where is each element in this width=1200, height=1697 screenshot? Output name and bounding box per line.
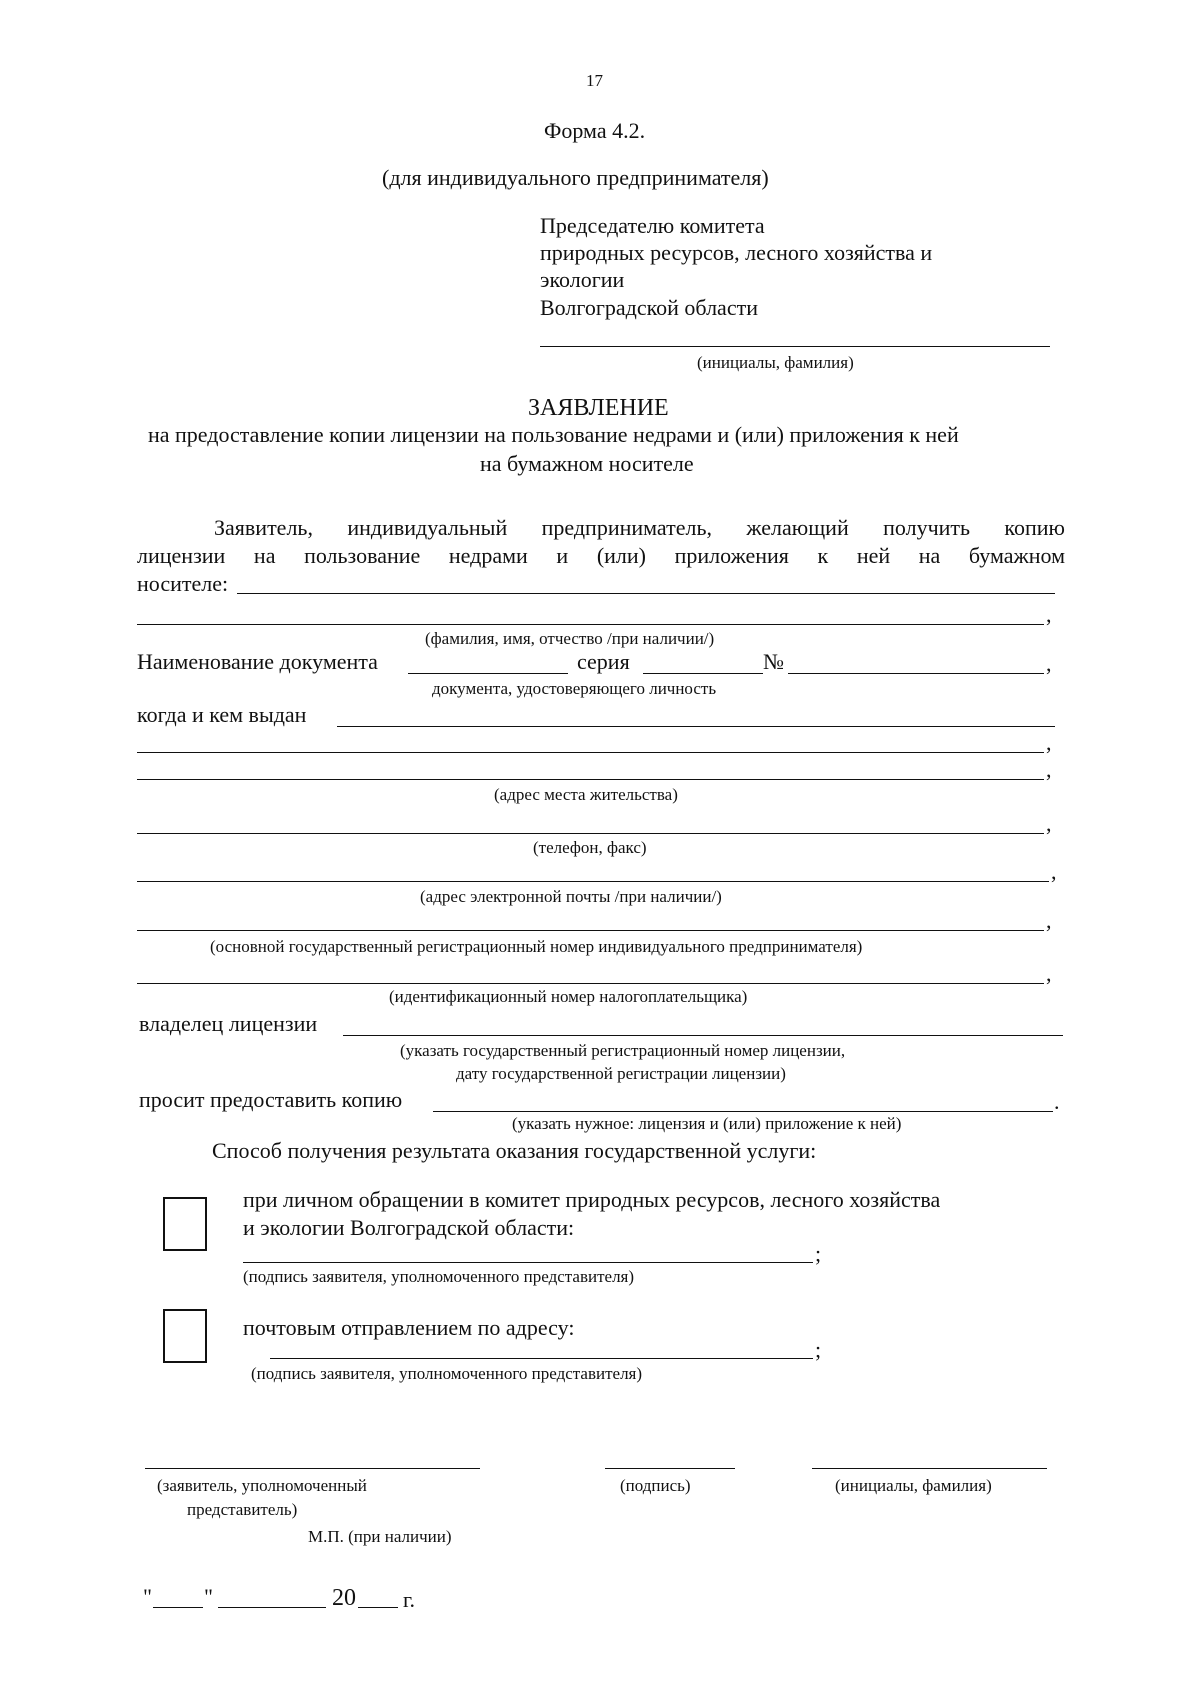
issued-label: когда и кем выдан (137, 702, 307, 727)
applicant-line[interactable] (145, 1468, 480, 1469)
comma: , (1046, 811, 1052, 836)
option-in-person-signature-field[interactable] (243, 1262, 813, 1263)
email-hint: (адрес электронной почты /при наличии/) (420, 887, 722, 906)
option-post-line-1: почтовым отправлением по адресу: (243, 1315, 575, 1340)
addressee-name-field[interactable] (540, 346, 1050, 347)
ogrnip-hint: (основной государственный регистрационный номер индивидуального предпринимателя) (210, 937, 863, 956)
phone-field[interactable] (137, 833, 1044, 834)
page-number: 17 (586, 71, 603, 90)
comma: , (1046, 908, 1052, 933)
option-post-checkbox[interactable] (163, 1309, 207, 1363)
option-post-address-field[interactable] (270, 1358, 813, 1359)
applicant-hint-1: (заявитель, уполномоченный (157, 1476, 367, 1495)
form-number: Форма 4.2. (544, 118, 646, 143)
owner-hint-2: дату государственной регистрации лицензии) (456, 1064, 786, 1083)
address-hint: (адрес места жительства) (494, 785, 678, 804)
addressee-line-4: Волгоградской области (540, 295, 758, 320)
applicant-name-field-2[interactable] (137, 624, 1044, 625)
signature-line[interactable] (605, 1468, 735, 1469)
comma: , (1046, 730, 1052, 755)
applicant-hint-2: представитель) (187, 1500, 298, 1519)
addressee-line-3: экологии (540, 267, 625, 292)
owner-field[interactable] (343, 1035, 1063, 1036)
email-field[interactable] (137, 881, 1049, 882)
issued-field[interactable] (337, 726, 1055, 727)
date-month-field[interactable] (218, 1607, 326, 1608)
option-in-person-line-2: и экологии Волгоградской области: (243, 1215, 575, 1240)
address-field-1[interactable] (137, 752, 1044, 753)
applicant-name-field[interactable] (237, 593, 1055, 594)
paragraph-line-3-label: носителе: (137, 571, 229, 596)
series-label: серия (577, 649, 630, 674)
request-hint: (указать нужное: лицензия и (или) приложение к ней) (512, 1114, 902, 1133)
request-field[interactable] (433, 1111, 1053, 1112)
doc-name-field[interactable] (408, 673, 568, 674)
paragraph-line-2: лицензии на пользование недрами и (или) приложения к ней на бумажном (137, 543, 1065, 568)
semicolon: ; (815, 1241, 822, 1266)
option-in-person-checkbox[interactable] (163, 1197, 207, 1251)
option-in-person-hint: (подпись заявителя, уполномоченного представителя) (243, 1267, 635, 1286)
comma: , (1046, 602, 1052, 627)
number-label: № (763, 649, 784, 674)
paragraph-line-1: Заявитель, индивидуальный предприниматель, желающий получить копию (214, 515, 1065, 540)
initials-hint: (инициалы, фамилия) (835, 1476, 992, 1495)
document-title: ЗАЯВЛЕНИЕ (528, 395, 669, 421)
comma: , (1046, 757, 1052, 782)
form-subtitle: (для индивидуального предпринимателя) (382, 165, 769, 190)
comma: , (1051, 859, 1057, 884)
semicolon: ; (815, 1337, 822, 1362)
document-title-line-2: на предоставление копии лицензии на пользование недрами и (или) приложения к ней (148, 422, 959, 447)
ogrnip-field[interactable] (137, 930, 1044, 931)
comma: , (1046, 651, 1052, 676)
date-quote-close: " (204, 1584, 213, 1609)
doc-name-label: Наименование документа (137, 649, 378, 674)
request-label: просит предоставить копию (139, 1087, 403, 1112)
date-year-prefix: 20 (332, 1585, 356, 1611)
series-field[interactable] (643, 673, 763, 674)
inn-field[interactable] (137, 983, 1044, 984)
date-day-field[interactable] (153, 1607, 203, 1608)
method-heading: Способ получения результата оказания государственной услуги: (212, 1138, 817, 1163)
owner-label: владелец лицензии (139, 1011, 318, 1036)
date-quote-open: " (143, 1584, 152, 1609)
address-field-2[interactable] (137, 779, 1044, 780)
initials-line[interactable] (812, 1468, 1047, 1469)
addressee-line-2: природных ресурсов, лесного хозяйства и (540, 240, 933, 265)
stamp-label: М.П. (при наличии) (308, 1527, 452, 1546)
document-title-line-3: на бумажном носителе (480, 451, 694, 476)
date-year-suffix: г. (403, 1587, 416, 1612)
owner-hint-1: (указать государственный регистрационный номер лицензии, (400, 1041, 846, 1060)
addressee-line-1: Председателю комитета (540, 213, 765, 238)
period: . (1054, 1089, 1060, 1114)
doc-hint: документа, удостоверяющего личность (432, 679, 717, 698)
addressee-hint: (инициалы, фамилия) (697, 353, 854, 372)
number-field[interactable] (788, 673, 1044, 674)
inn-hint: (идентификационный номер налогоплательщика) (389, 987, 748, 1006)
date-year-field[interactable] (358, 1607, 398, 1608)
option-in-person-line-1: при личном обращении в комитет природных ресурсов, лесного хозяйства (243, 1187, 941, 1212)
fio-hint: (фамилия, имя, отчество /при наличии/) (425, 629, 715, 648)
sign-hint: (подпись) (620, 1476, 691, 1495)
phone-hint: (телефон, факс) (533, 838, 647, 857)
comma: , (1046, 961, 1052, 986)
option-post-hint: (подпись заявителя, уполномоченного представителя) (251, 1364, 643, 1383)
